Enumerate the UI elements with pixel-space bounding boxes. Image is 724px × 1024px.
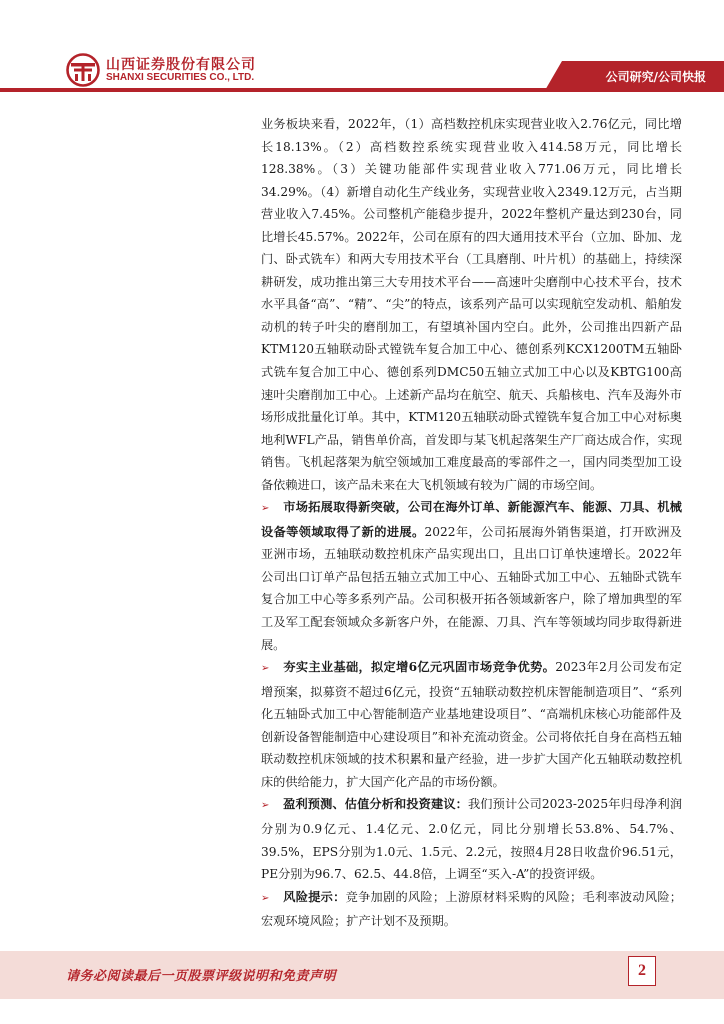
private-placement-item bbox=[261, 656, 682, 793]
private-placement-text: 2023年2月公司发布定增预案，拟募资不超过6亿元，投资“五轴联动数控机床智能制造项目”、“系列化五轴卧式加工中心智能制造产业基地建设项目”、“高端机床核心功能部件及创新设备智能制造中心建设项目”和补充流动资金。公司将依托自身在高档五轴联动数控机床领域的技术积累和量产经验，进一步扩大国产化五轴联动数控机床的供给能力，扩大国产化产品的市场份额。 bbox=[261, 660, 682, 789]
market-expansion-text: 2022年，公司拓展海外销售渠道，打开欧洲及亚洲市场，五轴联动数控机床产品实现出口，且出口订单快速增长。2022年公司出口订单产品包括五轴立式加工中心、五轴卧式加工中心、五轴卧式铣车复合加工中心等多系列产品。公司积极开拓各领域新客户，除了增加典型的军工及军工配套领域众多新客户外，在能源、刀具、汽车等领域均同步取得新进展。 bbox=[261, 524, 682, 652]
header-divider bbox=[0, 88, 724, 92]
risk-warning-text: 竞争加剧的风险；上游原材料采购的风险；毛利率波动风险；宏观环境风险；扩产计划不及预期。 bbox=[261, 889, 682, 929]
bullet-arrow-icon: ➢ bbox=[261, 503, 270, 515]
private-placement-heading: 夯实主业基础，拟定增6亿元巩固市场竞争优势。 bbox=[283, 660, 556, 675]
forecast-valuation-item bbox=[261, 793, 682, 885]
page-header bbox=[0, 0, 724, 95]
disclaimer-notice: 请务必阅读最后一页股票评级说明和免责声明 bbox=[66, 969, 337, 984]
risk-warning-item bbox=[261, 886, 682, 933]
page-footer bbox=[0, 951, 724, 999]
report-body bbox=[261, 113, 682, 933]
market-expansion-item bbox=[261, 496, 682, 656]
bullet-arrow-icon: ➢ bbox=[261, 892, 270, 904]
bullet-arrow-icon: ➢ bbox=[261, 800, 270, 812]
market-expansion-heading: 市场拓展取得新突破，公司在海外订单、新能源汽车、能源、刀具、机械设备等领域取得了新的进展。 bbox=[261, 500, 682, 539]
shanxi-securities-logo-icon bbox=[66, 53, 100, 87]
risk-warning-heading: 风险提示： bbox=[283, 889, 346, 904]
bullet-arrow-icon: ➢ bbox=[261, 663, 270, 675]
forecast-valuation-heading: 盈利预测、估值分析和投资建议： bbox=[283, 797, 468, 812]
business-segment-paragraph: 业务板块来看，2022年，（1）高档数控机床实现营业收入2.76亿元，同比增长18.13%。（2）高档数控系统实现营业收入414.58万元，同比增长128.38%。（3）关键功能部件实现营业收入771.06万元，同比增长34.29%。（4）新增自动化生产线业务，实现营业收入2349.12万元，占当期营业收入7.45%。公司整机产能稳步提升，2022年整机产量达到230台，同比增长45.57%。2022年，公司在原有的四大通用技术平台（立加、卧加、龙门、卧式铣车）和两大专用技术平台（工具磨削、叶片机）的基础上，持续深耕研发，成功推出第三大专用技术平台——高速叶尖磨削中心技术平台，技术水平具备“高”、“精”、“尖”的特点，该系列产品可以实现航空发动机、船舶发动机的转子叶尖的磨削加工，有望填补国内空白。此外，公司推出四新产品KTM120五轴联动卧式镗铣车复合加工中心、德创系列KCX1200TM五轴卧式铣车复合加工中心、德创系列DMC50五轴立式加工中心以及KBTG100高速叶尖磨削加工中心。上述新产品均在航空、航天、兵船核电、汽车及海外市场形成批量化订单。其中，KTM120五轴联动卧式镗铣车复合加工中心对标奥地利WFL产品，销售单价高，首发即与某飞机起落架生产厂商达成合作，实现销售。飞机起落架为航空领域加工难度最高的零部件之一，国内同类型加工设备依赖进口，该产品未来在大飞机领域有较为广阔的市场空间。 bbox=[261, 117, 682, 492]
company-name-en: SHANXI SECURITIES CO., LTD. bbox=[106, 72, 255, 83]
company-name-cn: 山西证券股份有限公司 bbox=[106, 57, 256, 73]
report-section-label: 公司研究/公司快报 bbox=[605, 70, 706, 84]
forecast-valuation-text: 我们预计公司2023-2025年归母净利润分别为0.9亿元、1.4亿元、2.0亿元，同比分别增长53.8%、54.7%、39.5%，EPS分别为1.0元、1.5元、2.2元，按照4月28日收盘价96.51元，PE分别为96.7、62.5、44.8倍，上调至“买入-A”的投资评级。 bbox=[261, 797, 683, 882]
page-number: 2 bbox=[628, 956, 656, 986]
